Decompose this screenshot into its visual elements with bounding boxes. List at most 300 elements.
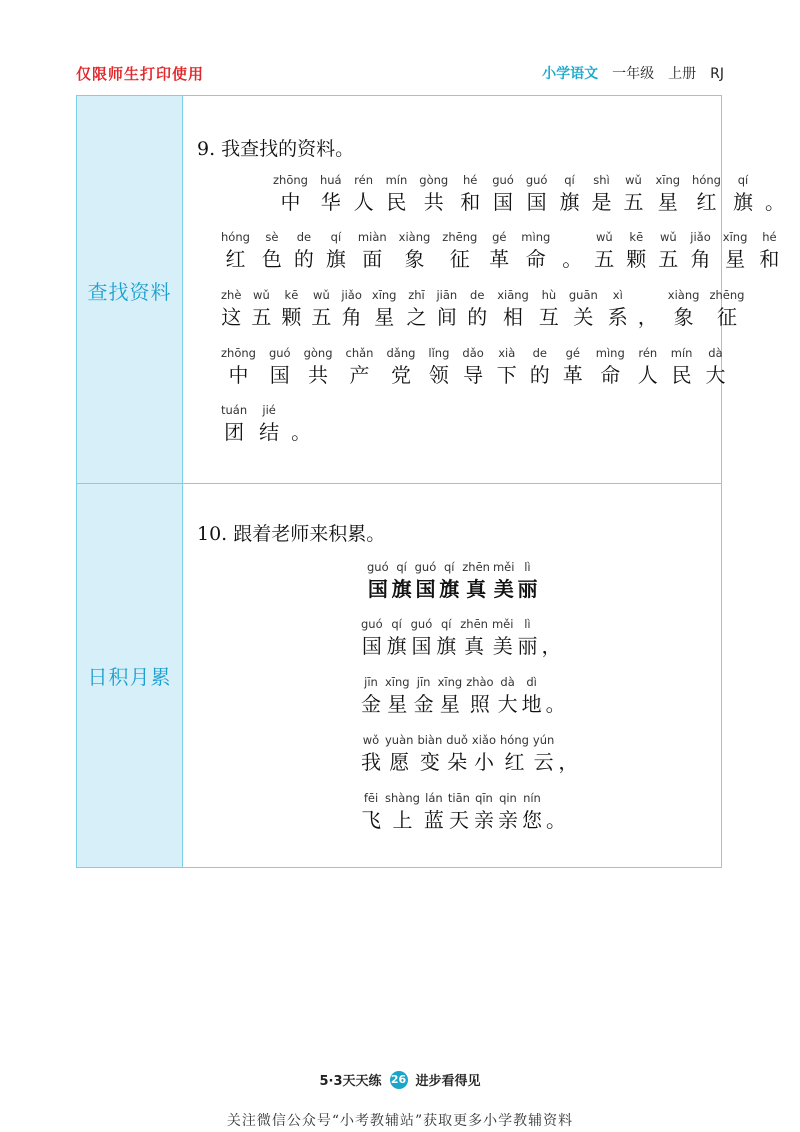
char-cell [655, 172, 680, 216]
footer-series: 5·3天天练 [319, 1074, 382, 1089]
char-cell [517, 559, 537, 603]
char-cell [406, 287, 426, 331]
hanzi: 之 [406, 305, 427, 329]
hanzi: 革 [489, 247, 510, 271]
char-cell [448, 790, 470, 834]
pinyin: chǎn [345, 346, 374, 360]
pinyin: shàng [385, 791, 420, 805]
char-cell [385, 732, 413, 776]
hanzi: 亲 [473, 808, 494, 832]
char-cell [539, 287, 559, 331]
hanzi: 大 [705, 363, 726, 387]
char-cell [385, 790, 420, 834]
hanzi: 产 [349, 363, 370, 387]
subject-label: 小学语文 [542, 66, 599, 82]
pinyin: xīng [722, 230, 748, 244]
q9-line [221, 229, 779, 273]
section-label-accumulate: 日积月累 [87, 665, 172, 689]
hanzi: 真 [464, 634, 485, 658]
pinyin: kē [284, 288, 299, 302]
hanzi: 导 [463, 363, 484, 387]
hanzi: 国 [526, 190, 547, 214]
hanzi: 相 [503, 305, 524, 329]
char-cell [658, 229, 678, 273]
char-cell [251, 287, 271, 331]
char-cell [517, 616, 537, 660]
hanzi: 是 [591, 190, 612, 214]
char-cell [723, 229, 748, 273]
hanzi: 民 [386, 190, 407, 214]
char-cell [596, 345, 625, 389]
pinyin: fēi [363, 791, 379, 805]
hanzi: 丽 [517, 577, 538, 601]
char-cell [709, 287, 744, 331]
pinyin: xīng [437, 675, 463, 689]
hanzi: 角 [341, 305, 362, 329]
footer-brand [0, 1070, 800, 1089]
char-cell [692, 172, 721, 216]
pinyin: qin [499, 791, 517, 805]
char-cell [346, 345, 374, 389]
char-cell [472, 732, 496, 776]
char-cell [341, 287, 361, 331]
hanzi: 。 [545, 692, 566, 716]
char-cell [361, 732, 381, 776]
char-cell [385, 674, 410, 718]
char-cell [690, 229, 710, 273]
char-cell [424, 790, 444, 834]
hanzi: 。 [545, 808, 566, 832]
hanzi: 星 [657, 190, 678, 214]
pinyin: zhēn [460, 617, 488, 631]
pinyin: shì [593, 173, 610, 187]
pinyin: zhēng [442, 230, 478, 244]
hanzi: 互 [538, 305, 559, 329]
char-cell [466, 674, 493, 718]
hanzi: 领 [428, 363, 449, 387]
q9-line [273, 172, 785, 216]
char-cell [462, 345, 483, 389]
hanzi: 人 [637, 363, 658, 387]
hanzi: 民 [671, 363, 692, 387]
char-cell [492, 172, 514, 216]
hanzi: ， [541, 634, 562, 658]
poem-line [361, 732, 578, 776]
pinyin: mìng [595, 346, 625, 360]
hanzi: 国 [269, 363, 290, 387]
char-cell [259, 402, 279, 446]
hanzi: 飞 [361, 808, 381, 832]
char-cell [489, 229, 509, 273]
char-cell [526, 172, 548, 216]
hanzi: 的 [529, 363, 550, 387]
pinyin: xīng [655, 173, 681, 187]
pinyin: hóng [692, 173, 721, 187]
pinyin: zhōng [221, 346, 256, 360]
pinyin: guó [410, 617, 433, 631]
pinyin: zhōng [273, 173, 308, 187]
hanzi: 角 [690, 247, 711, 271]
pinyin: hóng [500, 733, 529, 747]
pinyin: jīn [416, 675, 431, 689]
char-cell [522, 674, 542, 718]
hanzi: 的 [293, 247, 314, 271]
pinyin: hóng [221, 230, 250, 244]
char-cell [386, 172, 408, 216]
section-sidebar-research [77, 96, 183, 484]
hanzi: 朵 [447, 750, 468, 774]
hanzi: 间 [436, 305, 457, 329]
pinyin: dǎng [386, 346, 416, 360]
char-cell [354, 172, 374, 216]
pinyin: gòng [303, 346, 333, 360]
hanzi: 关 [573, 305, 594, 329]
hanzi: 颗 [281, 305, 302, 329]
char-cell [626, 229, 646, 273]
char-cell [558, 732, 578, 776]
pinyin: wǔ [595, 230, 613, 244]
pinyin: tiān [447, 791, 470, 805]
char-cell [498, 674, 518, 718]
pinyin: zhī [408, 288, 425, 302]
char-cell [533, 732, 554, 776]
char-cell [304, 345, 333, 389]
pinyin: qí [391, 617, 402, 631]
hanzi: 我 [361, 750, 381, 774]
hanzi: 旗 [386, 634, 407, 658]
hanzi: 您 [521, 808, 542, 832]
pinyin: duǒ [446, 733, 468, 747]
char-cell [320, 172, 342, 216]
char-cell [638, 287, 658, 331]
hanzi: 五 [594, 247, 615, 271]
char-cell [411, 616, 433, 660]
hanzi: 和 [759, 247, 780, 271]
pinyin: jiǎo [690, 230, 711, 244]
pinyin: qí [444, 560, 455, 574]
pinyin: dǎo [462, 346, 484, 360]
hanzi: 命 [525, 247, 546, 271]
char-cell [361, 674, 381, 718]
pinyin: qí [564, 173, 575, 187]
hanzi: 旗 [439, 577, 460, 601]
hanzi: 这 [221, 305, 242, 329]
hanzi: 党 [390, 363, 411, 387]
char-cell [262, 229, 282, 273]
hanzi: 星 [725, 247, 746, 271]
char-cell [392, 559, 412, 603]
pinyin: gé [492, 230, 507, 244]
section-label-research: 查找资料 [87, 279, 172, 304]
hanzi: 象 [673, 305, 694, 329]
char-cell [326, 229, 346, 273]
hanzi: 色 [261, 247, 282, 271]
char-cell [291, 402, 311, 446]
char-cell [765, 172, 785, 216]
pinyin: tuán [221, 403, 248, 417]
char-cell [474, 790, 494, 834]
pinyin: qí [396, 560, 407, 574]
char-cell [436, 287, 457, 331]
pinyin: wǔ [253, 288, 270, 302]
char-cell [498, 790, 518, 834]
char-cell [569, 287, 598, 331]
footer-slogan: 进步看得见 [415, 1074, 481, 1089]
char-cell [446, 732, 468, 776]
question-10-area [183, 484, 721, 867]
pinyin: lì [524, 560, 531, 574]
char-cell [522, 790, 542, 834]
char-cell [428, 345, 449, 389]
q9-line [221, 287, 744, 331]
pinyin: gòng [419, 173, 449, 187]
hanzi: 和 [460, 190, 481, 214]
pinyin: jīn [364, 675, 378, 689]
poem-line [361, 616, 561, 660]
hanzi: 旗 [559, 190, 580, 214]
char-cell [733, 172, 753, 216]
hanzi: 共 [308, 363, 329, 387]
pinyin: mìng [521, 230, 551, 244]
pinyin: gé [565, 346, 580, 360]
char-cell [546, 790, 566, 834]
pinyin: hù [541, 288, 557, 302]
pinyin: wǔ [313, 288, 330, 302]
pinyin: guó [414, 560, 437, 574]
hanzi: 中 [280, 190, 301, 214]
pinyin: zhè [221, 288, 242, 302]
hanzi: 真 [466, 577, 487, 601]
pinyin: rén [354, 173, 373, 187]
char-cell [273, 172, 308, 216]
char-cell [594, 229, 614, 273]
hanzi: 照 [469, 692, 490, 716]
hanzi: 五 [311, 305, 332, 329]
pinyin: zhēn [462, 560, 490, 574]
hanzi: 系 [607, 305, 628, 329]
section-sidebar-accumulate [77, 484, 183, 867]
question-10-title: 10. 跟着老师来积累。 [197, 523, 386, 545]
char-cell [546, 674, 566, 718]
pinyin: hé [463, 173, 478, 187]
pinyin: zhēng [709, 288, 745, 302]
char-cell [500, 732, 529, 776]
hanzi: 地 [521, 692, 542, 716]
pinyin: hé [762, 230, 777, 244]
char-cell [419, 172, 448, 216]
pinyin: qīn [475, 791, 493, 805]
char-cell [638, 345, 658, 389]
hanzi: 旗 [732, 190, 753, 214]
pinyin: xiàng [667, 288, 700, 302]
hanzi: 下 [496, 363, 517, 387]
hanzi: 小 [473, 750, 494, 774]
char-cell [372, 287, 397, 331]
pinyin: wǔ [625, 173, 642, 187]
pinyin: dà [500, 675, 515, 689]
pinyin: nín [523, 791, 541, 805]
hanzi: ， [637, 305, 658, 329]
pinyin: huá [319, 173, 342, 187]
char-cell [387, 616, 407, 660]
poem-line [361, 674, 566, 718]
hanzi: 天 [448, 808, 469, 832]
char-cell [492, 616, 513, 660]
pinyin: xiàng [398, 230, 431, 244]
pinyin: kē [629, 230, 644, 244]
hanzi: 面 [362, 247, 383, 271]
hanzi: 共 [423, 190, 444, 214]
pinyin: qí [441, 617, 452, 631]
pinyin: guó [361, 617, 383, 631]
hanzi: 命 [600, 363, 621, 387]
hanzi: 星 [439, 692, 460, 716]
char-cell [541, 616, 561, 660]
pinyin: guān [568, 288, 598, 302]
pinyin: měi [492, 560, 515, 574]
worksheet-frame [76, 95, 785, 868]
pinyin: jié [262, 403, 276, 417]
char-cell [462, 559, 490, 603]
pinyin: lǐng [428, 346, 450, 360]
page-number-badge: 26 [390, 1071, 408, 1089]
footer-note: 关注微信公众号“小考教辅站”获取更多小学教辅资料 [226, 1113, 574, 1129]
pinyin: xià [498, 346, 516, 360]
hanzi: 团 [224, 420, 245, 444]
char-cell [399, 229, 431, 273]
pinyin: xīng [385, 675, 410, 689]
char-cell [671, 345, 693, 389]
hanzi: 。 [291, 420, 312, 444]
char-cell [591, 172, 611, 216]
char-cell [221, 287, 241, 331]
hanzi: 美 [492, 634, 513, 658]
pinyin: jiān [436, 288, 458, 302]
char-cell [311, 287, 331, 331]
char-cell [562, 229, 582, 273]
hanzi: 大 [497, 692, 518, 716]
char-cell [530, 345, 550, 389]
hanzi: 革 [562, 363, 583, 387]
char-cell [221, 345, 256, 389]
hanzi: 亲 [497, 808, 518, 832]
hanzi: 国 [361, 634, 382, 658]
question-9-title: 9. 我查找的资料。 [197, 138, 355, 160]
char-cell [221, 402, 247, 446]
hanzi: 愿 [389, 750, 410, 774]
pinyin: yún [532, 733, 555, 747]
pinyin: mín [385, 173, 408, 187]
poem-line [361, 790, 566, 834]
pinyin: sè [265, 230, 279, 244]
hanzi: 红 [504, 750, 525, 774]
hanzi: 。 [764, 190, 785, 214]
q9-line [221, 345, 725, 389]
hanzi: 金 [361, 692, 381, 716]
char-cell [460, 616, 488, 660]
hanzi: 金 [413, 692, 434, 716]
hanzi: 云 [533, 750, 554, 774]
hanzi: 旗 [325, 247, 346, 271]
pinyin: měi [491, 617, 514, 631]
hanzi: 象 [404, 247, 425, 271]
char-cell [417, 732, 442, 776]
char-cell [467, 287, 487, 331]
pinyin: guó [268, 346, 291, 360]
pinyin: miàn [357, 230, 387, 244]
hanzi: 华 [320, 190, 341, 214]
volume-label: 上册 [668, 66, 697, 82]
pinyin: guó [525, 173, 548, 187]
char-cell [436, 616, 456, 660]
edition-label: RJ [710, 66, 724, 82]
char-cell [415, 559, 437, 603]
hanzi: 国 [367, 577, 388, 601]
char-cell [668, 287, 700, 331]
pinyin: dà [708, 346, 723, 360]
char-cell [281, 287, 301, 331]
char-cell [438, 674, 463, 718]
pinyin: qí [330, 230, 342, 244]
hanzi: 。 [562, 247, 583, 271]
pinyin: xiǎo [471, 733, 496, 747]
char-cell [460, 172, 480, 216]
char-cell [361, 790, 381, 834]
char-cell [559, 172, 579, 216]
print-notice: 仅限师生打印使用 [76, 65, 205, 83]
char-cell [269, 345, 291, 389]
char-cell [497, 345, 517, 389]
hanzi: 人 [353, 190, 374, 214]
pinyin: lán [425, 791, 443, 805]
hanzi: 美 [493, 577, 514, 601]
pinyin: de [296, 230, 312, 244]
pinyin: mín [670, 346, 693, 360]
char-cell [367, 559, 389, 603]
char-cell [439, 559, 459, 603]
char-cell [361, 616, 383, 660]
hanzi: ， [558, 750, 579, 774]
char-cell [623, 172, 643, 216]
pinyin: de [470, 288, 485, 302]
pinyin: xì [612, 288, 623, 302]
hanzi: 上 [392, 808, 413, 832]
q9-line [221, 402, 311, 446]
char-cell [442, 229, 477, 273]
char-cell [563, 345, 583, 389]
hanzi: 结 [259, 420, 280, 444]
char-cell [705, 345, 725, 389]
hanzi: 旗 [436, 634, 457, 658]
hanzi: 五 [658, 247, 679, 271]
pinyin: qí [737, 173, 749, 187]
pinyin: xiāng [497, 288, 529, 302]
hanzi: 国 [411, 634, 432, 658]
hanzi: 五 [623, 190, 644, 214]
pinyin: wǒ [362, 733, 380, 747]
hanzi: 征 [449, 247, 470, 271]
pinyin: dì [526, 675, 537, 689]
hanzi: 国 [493, 190, 514, 214]
char-cell [294, 229, 314, 273]
hanzi: 国 [415, 577, 436, 601]
char-cell [521, 229, 550, 273]
hanzi: 旗 [391, 577, 412, 601]
hanzi: 星 [374, 305, 395, 329]
hanzi: 颗 [626, 247, 647, 271]
question-9-area [183, 96, 785, 484]
pinyin: lì [524, 617, 531, 631]
